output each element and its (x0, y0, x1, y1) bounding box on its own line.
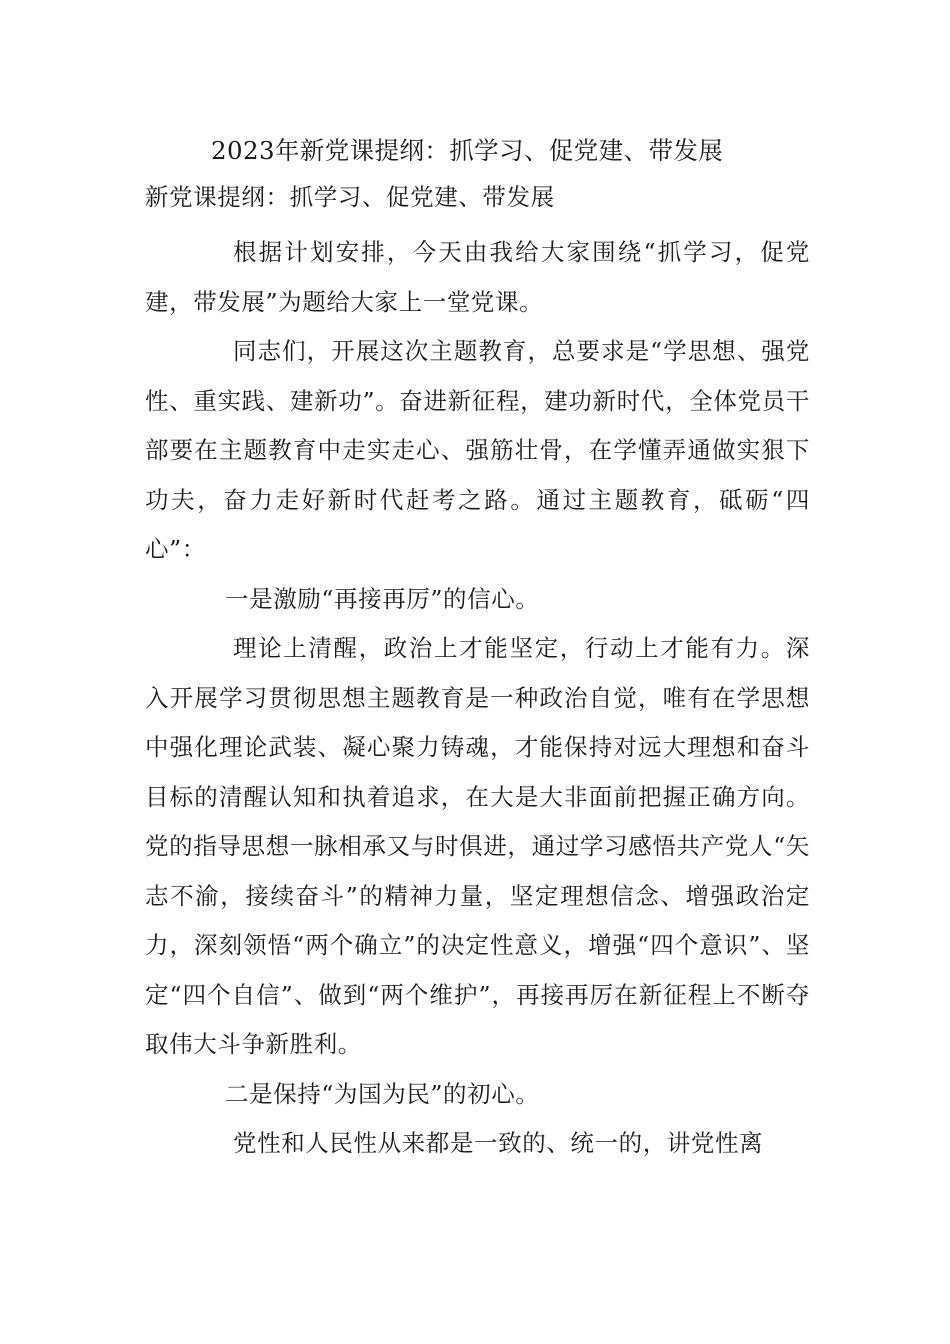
section-heading-confidence: 一是激励“再接再厉”的信心。 (225, 584, 540, 613)
document-subtitle: 新党课提纲：抓学习、促党建、带发展 (145, 183, 555, 211)
section-heading-original-aspiration: 二是保持“为国为民”的初心。 (225, 1079, 540, 1108)
document-title: 2023年新党课提纲：抓学习、促党建、带发展 (211, 136, 724, 165)
document-body (145, 128, 810, 1169)
paragraph-theory: 理论上清醒，政治上才能坚定，行动上才能有力。深入开展学习贯彻思想主题教育是一种政治自觉，唯有在学思想中强化理论武装、凝心聚力铸魂，才能保持对远大理想和奋斗目标的清醒认知和执着追求，在大是大非面前把握正确方向。党的指导思想一脉相承又与时俱进，通过学习感悟共产党人“矢志不渝，接续奋斗”的精神力量，坚定理想信念、增强政治定力，深刻领悟“两个确立”的决定性意义，增强“四个意识”、坚定“四个自信”、做到“两个维护”，再接再厉在新征程上不断夺取伟大斗争新胜利。 (145, 634, 810, 1058)
paragraph-party-nature: 党性和人民性从来都是一致的、统一的，讲党性离 (233, 1129, 764, 1157)
paragraph-requirements: 同志们，开展这次主题教育，总要求是“学思想、强党性、重实践、建新功”。奋进新征程，建功新时代，全体党员干部要在主题教育中走实走心、强筋壮骨，在学懂弄通做实狠下功夫，奋力走好新时代赶考之路。通过主题教育，砥砺“四心”： (145, 337, 810, 563)
paragraph-intro: 根据计划安排，今天由我给大家围绕“抓学习，促党建，带发展”为题给大家上一堂党课。 (145, 238, 810, 316)
